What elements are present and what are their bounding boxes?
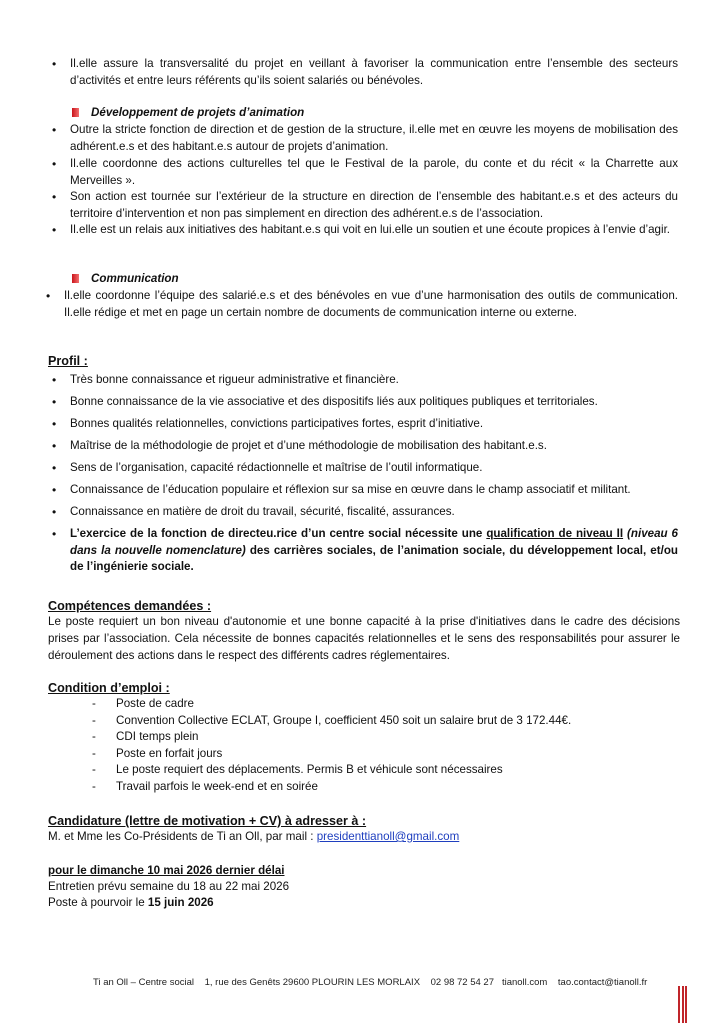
interview-date: Entretien prévu semaine du 18 au 22 mai 2026 bbox=[48, 880, 290, 893]
list-item: • Il.elle est un relais aux initiatives des habitant.e.s qui voit en lui.elle un soutien et une écoute propices à l’envie d’agir. bbox=[52, 223, 671, 237]
list-item: - Poste de cadre bbox=[92, 697, 194, 710]
candidature-heading: Candidature (lettre de motivation + CV) à adresser à : bbox=[48, 814, 367, 828]
email-link[interactable]: presidenttianoll@gmail.com bbox=[316, 830, 460, 843]
bullet-icon: • bbox=[52, 373, 57, 387]
conditions-heading: Condition d’emploi : bbox=[48, 681, 170, 695]
list-item: - Poste en forfait jours bbox=[92, 747, 223, 760]
footer-address: 1, rue des Genêts 29600 PLOURIN LES MORLAIX bbox=[204, 977, 421, 988]
red-bars-decoration bbox=[678, 986, 687, 1023]
bullet-icon: • bbox=[52, 395, 57, 409]
footer-phone: 02 98 72 54 27 bbox=[430, 977, 495, 988]
footer bbox=[93, 977, 647, 988]
list-item: - Convention Collective ECLAT, Groupe I, coefficient 450 soit un salaire brut de 3 172.44€. bbox=[92, 714, 572, 727]
list-item: • Sens de l’organisation, capacité rédactionnelle et maîtrise de l’outil informatique. bbox=[52, 461, 483, 475]
list-item: • Très bonne connaissance et rigueur administrative et financière. bbox=[52, 373, 399, 387]
recipient-line: M. et Mme les Co-Présidents de Ti an Oll, par mail : presidenttianoll@gmail.com bbox=[48, 830, 460, 843]
bullet-icon: • bbox=[52, 57, 57, 71]
bullet-icon: • bbox=[46, 289, 51, 303]
list-item: • Bonnes qualités relationnelles, convictions participatives fortes, esprit d’initiative. bbox=[52, 417, 484, 431]
list-item: • Outre la stricte fonction de direction et de gestion de la structure, il.elle met en œuvre les moyens de mobilisation des adhérent.e.s et des habitant.e.s autour de projets d’animation. bbox=[52, 123, 678, 153]
footer-website: tianoll.com bbox=[501, 977, 548, 988]
profil-heading: Profil : bbox=[48, 354, 88, 368]
list-item: • Il.elle coordonne des actions culturelles tel que le Festival de la parole, du conte et du récit « la Charrette aux Merveilles ». bbox=[52, 157, 678, 187]
bullet-icon: • bbox=[52, 123, 57, 137]
bullet-icon: • bbox=[52, 505, 57, 519]
bullet-icon: • bbox=[52, 527, 57, 541]
competences-text: Le poste requiert un bon niveau d'autonomie et une bonne capacité à la prise d'initiatives dans le cadre des décisions prises par l’association. Cela nécessite de bonnes capacités relationnelles et le sens des responsabilités pour assurer le déroulement des actions dans le respect des différents cadres réglementaires. bbox=[48, 615, 680, 662]
bullet-icon: • bbox=[52, 417, 57, 431]
bullet-icon: • bbox=[52, 157, 57, 171]
list-item: - Le poste requiert des déplacements. Permis B et véhicule sont nécessaires bbox=[92, 763, 503, 776]
bullet-icon: • bbox=[52, 483, 57, 497]
section-subheading: Communication bbox=[72, 271, 179, 287]
footer-email: tao.contact@tianoll.fr bbox=[557, 977, 648, 988]
footer-org: Ti an Oll – Centre social bbox=[93, 977, 195, 988]
list-item: • Maîtrise de la méthodologie de projet et d’une méthodologie de mobilisation des habitant.e.s. bbox=[52, 439, 547, 453]
red-square-icon bbox=[72, 274, 79, 283]
qualification-item: • L’exercice de la fonction de directeu.rice d’un centre social nécessite une qualification de niveau II (niveau 6 dans la nouvelle nomenclature) des carrières sociales, de l’animation sociale, du développement local, et/ou de l’ingénierie sociale. bbox=[52, 527, 678, 573]
list-item: • Il.elle assure la transversalité du projet en veillant à favoriser la communication entre l’ensemble des secteurs d’activités et entre leurs référents qu’ils soient salariés ou bénévoles. bbox=[52, 57, 678, 87]
red-square-icon bbox=[72, 108, 79, 117]
list-item: • Il.elle coordonne l’équipe des salarié.e.s et des bénévoles en vue d’une harmonisation des outils de communication. Il.elle rédige et met en page un certain nombre de documents de communication interne ou externe. bbox=[46, 289, 678, 319]
list-item: • Connaissance en matière de droit du travail, sécurité, fiscalité, assurances. bbox=[52, 505, 455, 519]
deadline: pour le dimanche 10 mai 2026 dernier délai bbox=[48, 864, 285, 877]
list-item: - CDI temps plein bbox=[92, 730, 199, 743]
list-item: • Connaissance de l’éducation populaire et réflexion sur sa mise en œuvre dans le champ associatif et militant. bbox=[52, 483, 631, 497]
section-subheading: Développement de projets d’animation bbox=[72, 105, 304, 121]
bullet-icon: • bbox=[52, 190, 57, 204]
list-item: - Travail parfois le week-end et en soirée bbox=[92, 780, 318, 793]
list-item: • Bonne connaissance de la vie associative et des dispositifs liés aux politiques publiques et territoriales. bbox=[52, 395, 598, 409]
bullet-icon: • bbox=[52, 461, 57, 475]
competences-heading: Compétences demandées : bbox=[48, 599, 212, 613]
bullet-icon: • bbox=[52, 439, 57, 453]
bullet-icon: • bbox=[52, 223, 57, 237]
start-date-line: Poste à pourvoir le 15 juin 2026 bbox=[48, 896, 214, 909]
list-item: • Son action est tournée sur l’extérieur de la structure en direction de l’ensemble des habitant.e.s et des acteurs du territoire d’intervention et non pas simplement en direction des adhérent.e.s de l’association. bbox=[52, 190, 678, 220]
